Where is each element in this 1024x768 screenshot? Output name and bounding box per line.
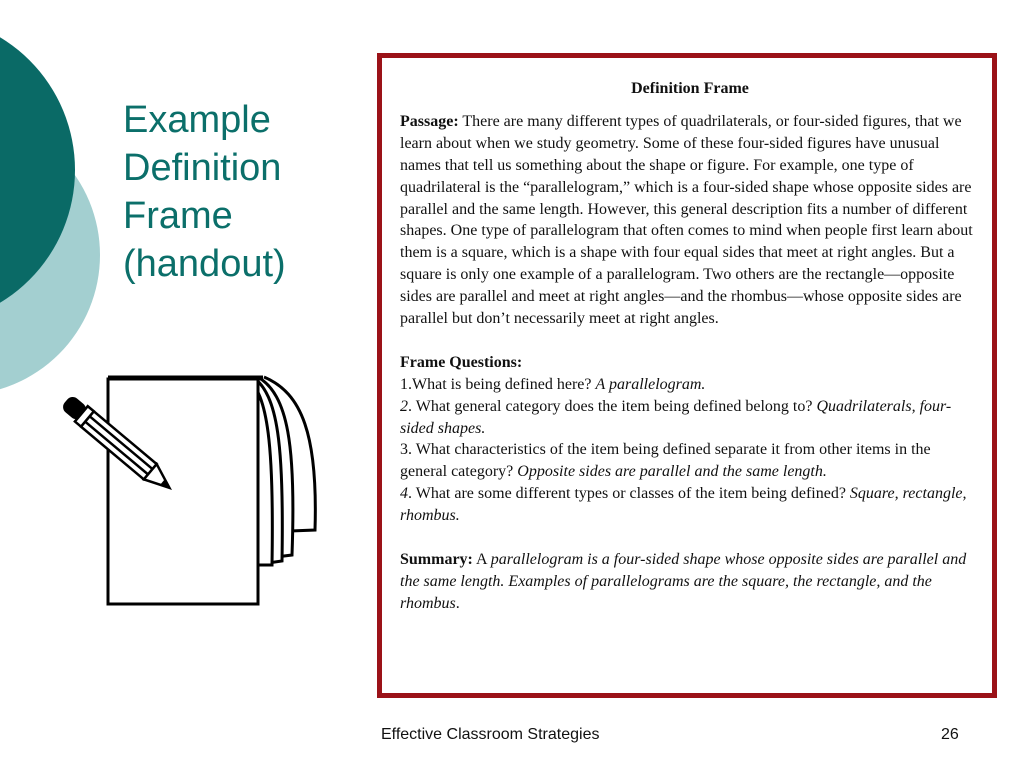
question-answer: Square, rectangle, rhombus. [400, 485, 967, 525]
handout-body [400, 78, 980, 615]
passage-paragraph [400, 111, 980, 330]
question-number: 3. [400, 441, 412, 459]
questions-label: Frame Questions: [400, 353, 523, 371]
passage-text: There are many different types of quadrilaterals, or four-sided figures, that we learn about when we study geometry. Some of these four-sided figures have unusual names that tell us something about the shape or figure. For example, one type of quadrilateral is the “parallelogram,” which is a four-sided shape whose opposite sides are parallel and the same length. However, this general description fits a number of different shapes. One type of parallelogram that often comes to mind when people first learn about them is a square, which is a shape with four equal sides that meet at right angles. But a square is only one example of a parallelogram. Two others are the rectangle—opposite sides are parallel and meet at right angles—and the rhombus—whose opposite sides are parallel but don’t necessarily meet at right angles. [400, 112, 973, 328]
frame-questions [400, 352, 980, 527]
summary-text: parallelogram is a four-sided shape whose opposite sides are parallel and the same length. Examples of parallelograms are the square, the rectangle, and the rhombus [400, 551, 967, 612]
question-3 [400, 441, 931, 480]
title-line: (handout) [123, 243, 286, 285]
title-line: Example [123, 99, 271, 141]
question-text: What is being defined here? [412, 375, 596, 393]
question-text: . What are some different types or classes of the item being defined? [408, 485, 850, 503]
footer-text: Effective Classroom Strategies [381, 726, 600, 743]
question-answer: Quadrilaterals, four-sided shapes. [400, 397, 952, 437]
definition-frame-handout [377, 53, 997, 698]
question-number: 4 [400, 485, 408, 503]
question-answer: Opposite sides are parallel and the same length. [517, 463, 827, 481]
question-4 [400, 485, 966, 524]
question-number: 1. [400, 375, 412, 393]
question-1 [400, 376, 705, 393]
notepad-icon [108, 377, 315, 604]
dark-teal-circle [0, 15, 75, 325]
summary-lead: A [476, 551, 491, 568]
light-teal-circle [0, 115, 100, 395]
summary-label: Summary: [400, 551, 473, 568]
title-line: Definition [123, 147, 282, 189]
summary-end: . [455, 594, 460, 612]
question-number: 2 [400, 397, 408, 415]
notepad-pencil-clipart [50, 365, 330, 610]
title-line: Frame [123, 195, 233, 237]
slide-number: 26 [941, 726, 959, 743]
passage-label: Passage: [400, 112, 459, 130]
question-answer: A parallelogram. [595, 375, 706, 393]
question-text: What characteristics of the item being defined separate it from other items in the general category? [400, 441, 931, 481]
slide-title [123, 96, 363, 288]
handout-heading: Definition Frame [631, 80, 749, 97]
summary-paragraph [400, 549, 980, 615]
question-2 [400, 398, 951, 437]
question-text: . What general category does the item being defined belong to? [408, 397, 817, 415]
